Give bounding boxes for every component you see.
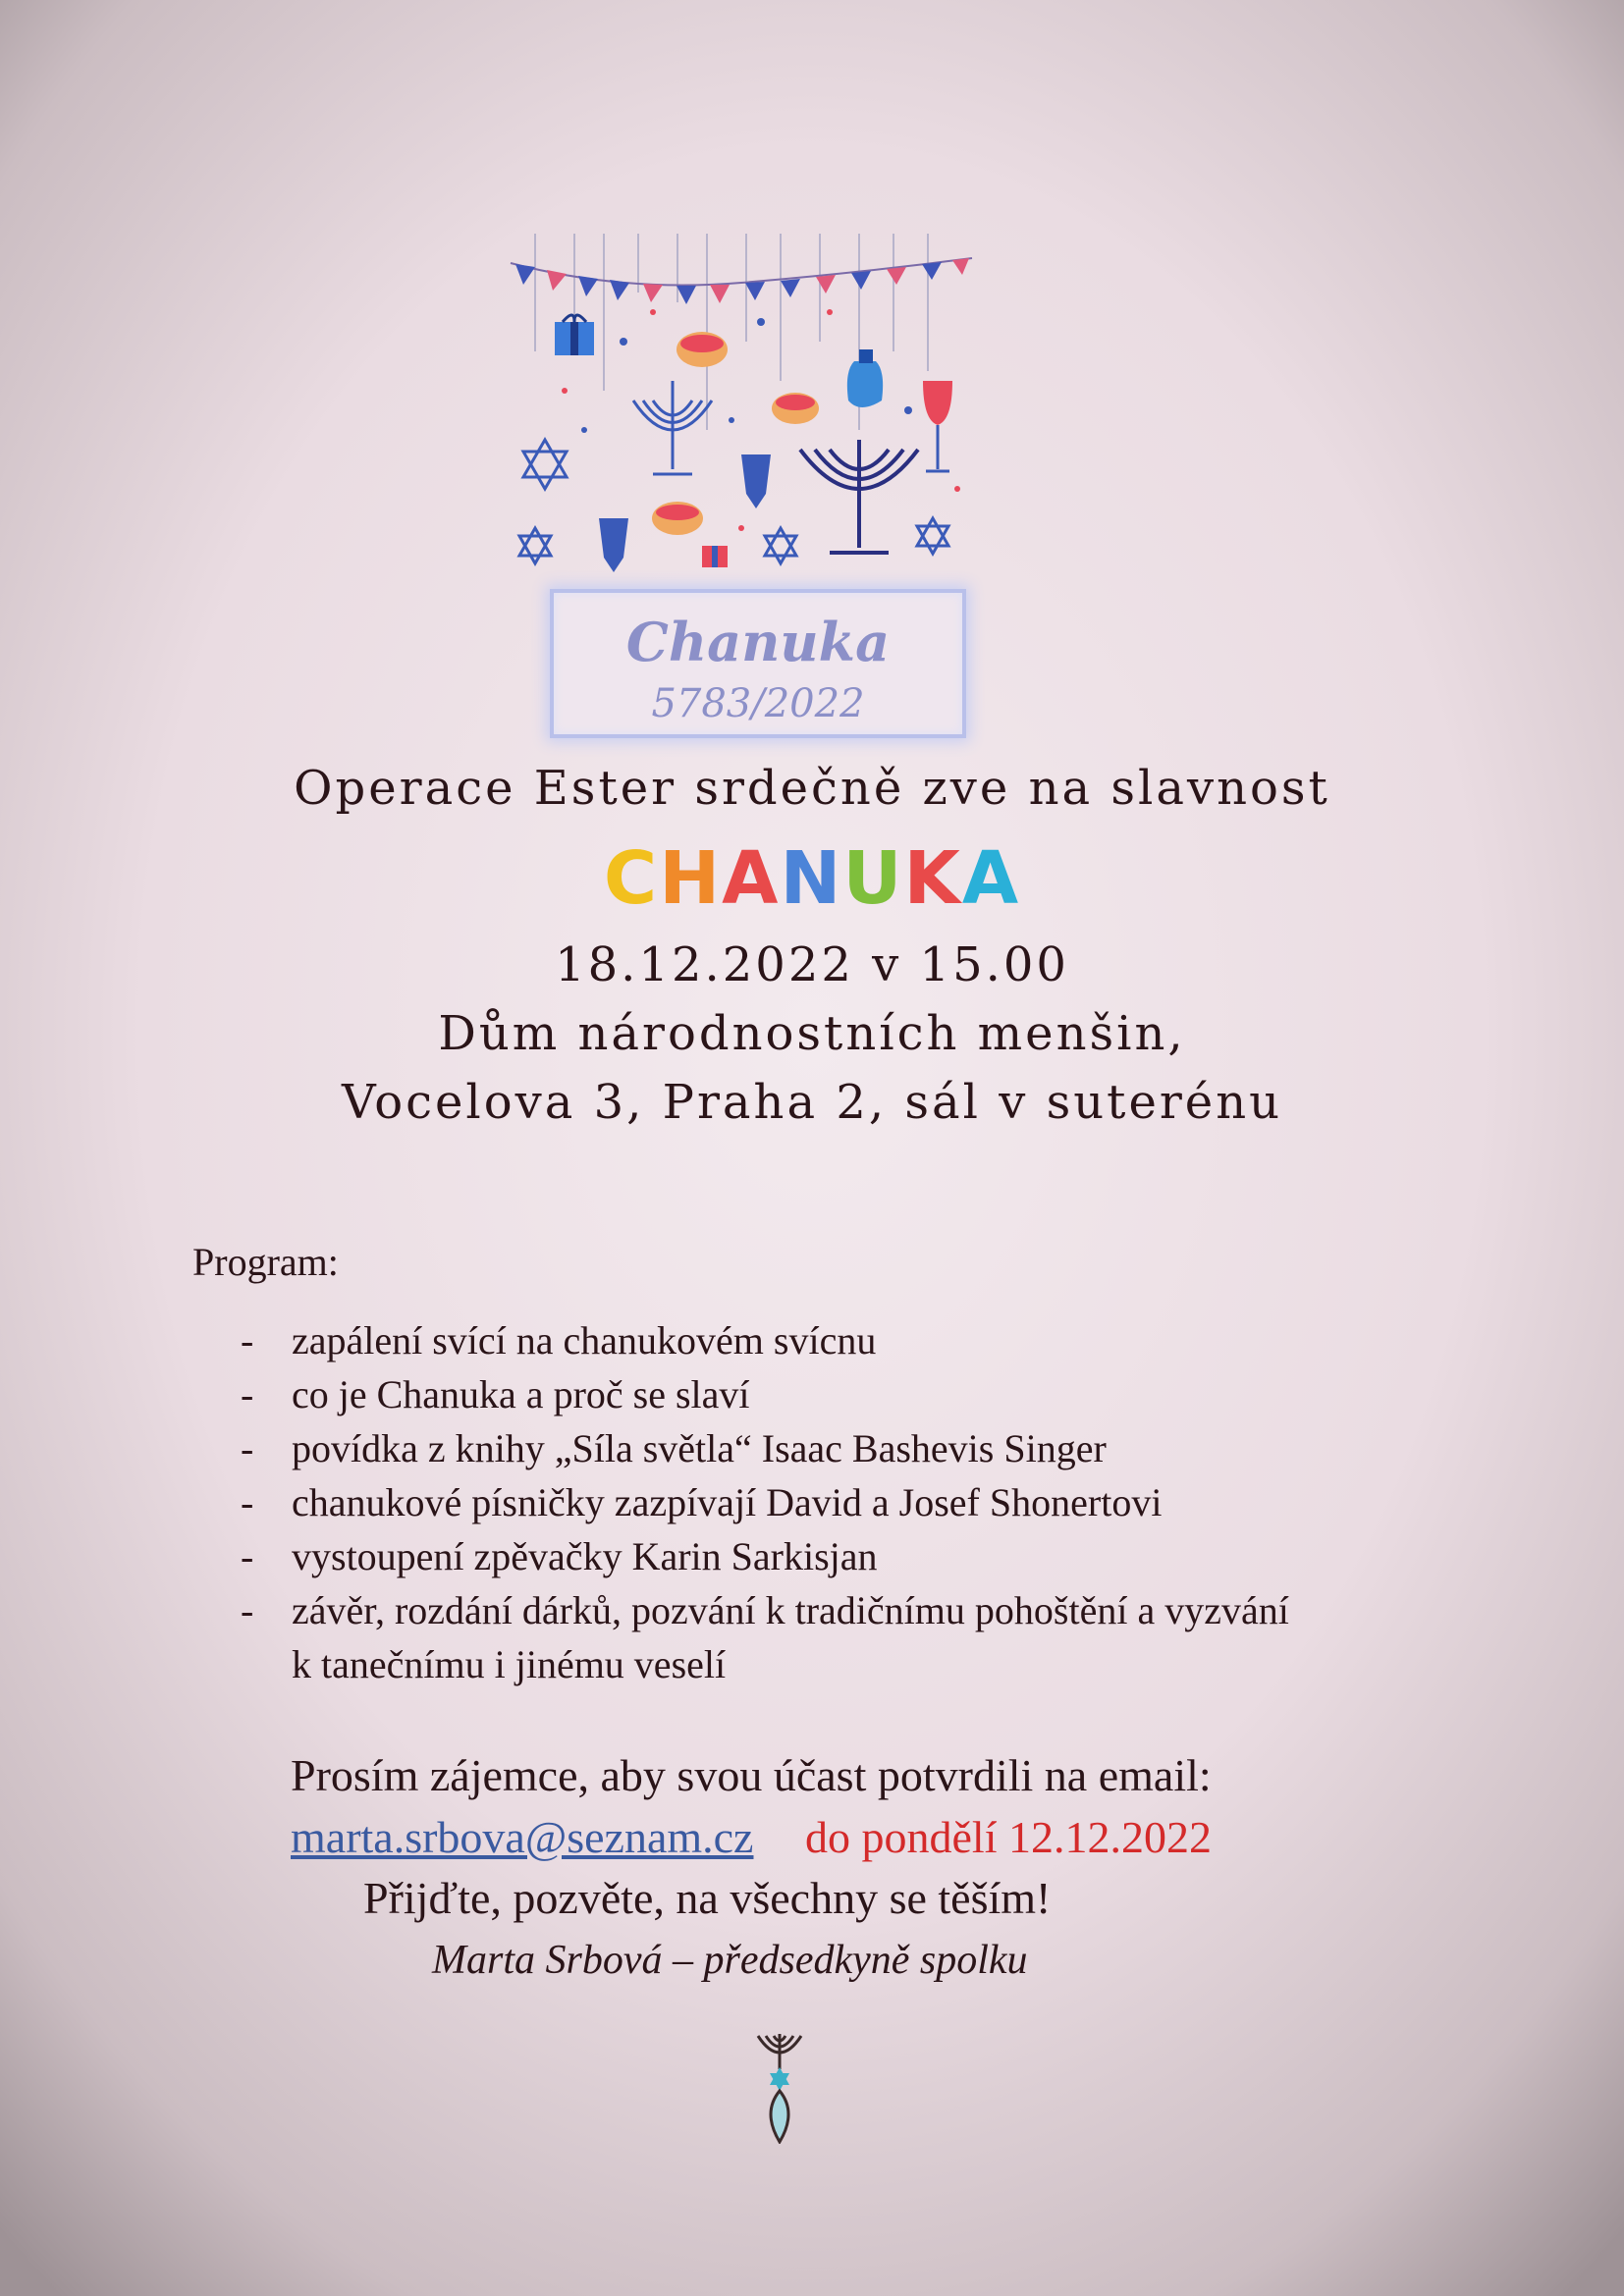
program-label: Program: xyxy=(192,1240,339,1284)
program-item-continuation: k tanečnímu i jinému veselí xyxy=(292,1642,727,1686)
signature: Marta Srbová – předsedkyně spolku xyxy=(432,1938,1028,1983)
title-box xyxy=(550,589,966,738)
menorah-star-fish-emblem-icon xyxy=(750,2032,809,2144)
bullet-dash: - xyxy=(241,1588,254,1632)
program-item-text: zapálení svící na chanukovém svícnu xyxy=(292,1318,877,1362)
program-item-text: závěr, rozdání dárků, pozvání k tradičnímu pohoštění a vyzvání xyxy=(292,1588,1289,1632)
event-name-letter: A xyxy=(722,836,781,921)
program-item-text: vystoupení zpěvačky Karin Sarkisjan xyxy=(292,1534,878,1578)
bullet-dash: - xyxy=(241,1534,254,1578)
program-item-text: co je Chanuka a proč se slaví xyxy=(292,1372,750,1416)
event-name xyxy=(0,836,1624,921)
venue-name: Dům národnostních menšin, xyxy=(438,1006,1186,1061)
program-item-text: chanukové písničky zazpívají David a Josef Shonertovi xyxy=(292,1480,1163,1524)
event-name-letter: U xyxy=(842,836,904,921)
program-item-text: povídka z knihy „Síla světla“ Isaac Bashevis Singer xyxy=(292,1426,1107,1470)
box-year: 5783/2022 xyxy=(651,681,865,726)
rsvp-email-link[interactable]: marta.srbova@seznam.cz xyxy=(291,1812,754,1862)
box-title: Chanuka xyxy=(625,611,891,673)
event-name-letter: A xyxy=(961,836,1021,921)
event-name-letter: K xyxy=(903,836,962,921)
rsvp-deadline: do pondělí 12.12.2022 xyxy=(805,1812,1212,1862)
event-date-time: 18.12.2022 v 15.00 xyxy=(555,937,1069,992)
rsvp-text: Prosím zájemce, aby svou účast potvrdili na email: xyxy=(291,1750,1212,1800)
invitation-line: Operace Ester srdečně zve na slavnost xyxy=(294,761,1330,816)
venue-address: Vocelova 3, Praha 2, sál v suterénu xyxy=(341,1075,1283,1130)
bullet-dash: - xyxy=(241,1480,254,1524)
closing-line: Přijďte, pozvěte, na všechny se těším! xyxy=(363,1873,1052,1923)
bullet-dash: - xyxy=(241,1426,254,1470)
event-name-letter: C xyxy=(603,836,660,921)
bullet-dash: - xyxy=(241,1372,254,1416)
bullet-dash: - xyxy=(241,1318,254,1362)
event-name-letter: N xyxy=(780,836,843,921)
hanukkah-decoration-illustration xyxy=(506,234,977,587)
event-name-letter: H xyxy=(659,836,723,921)
